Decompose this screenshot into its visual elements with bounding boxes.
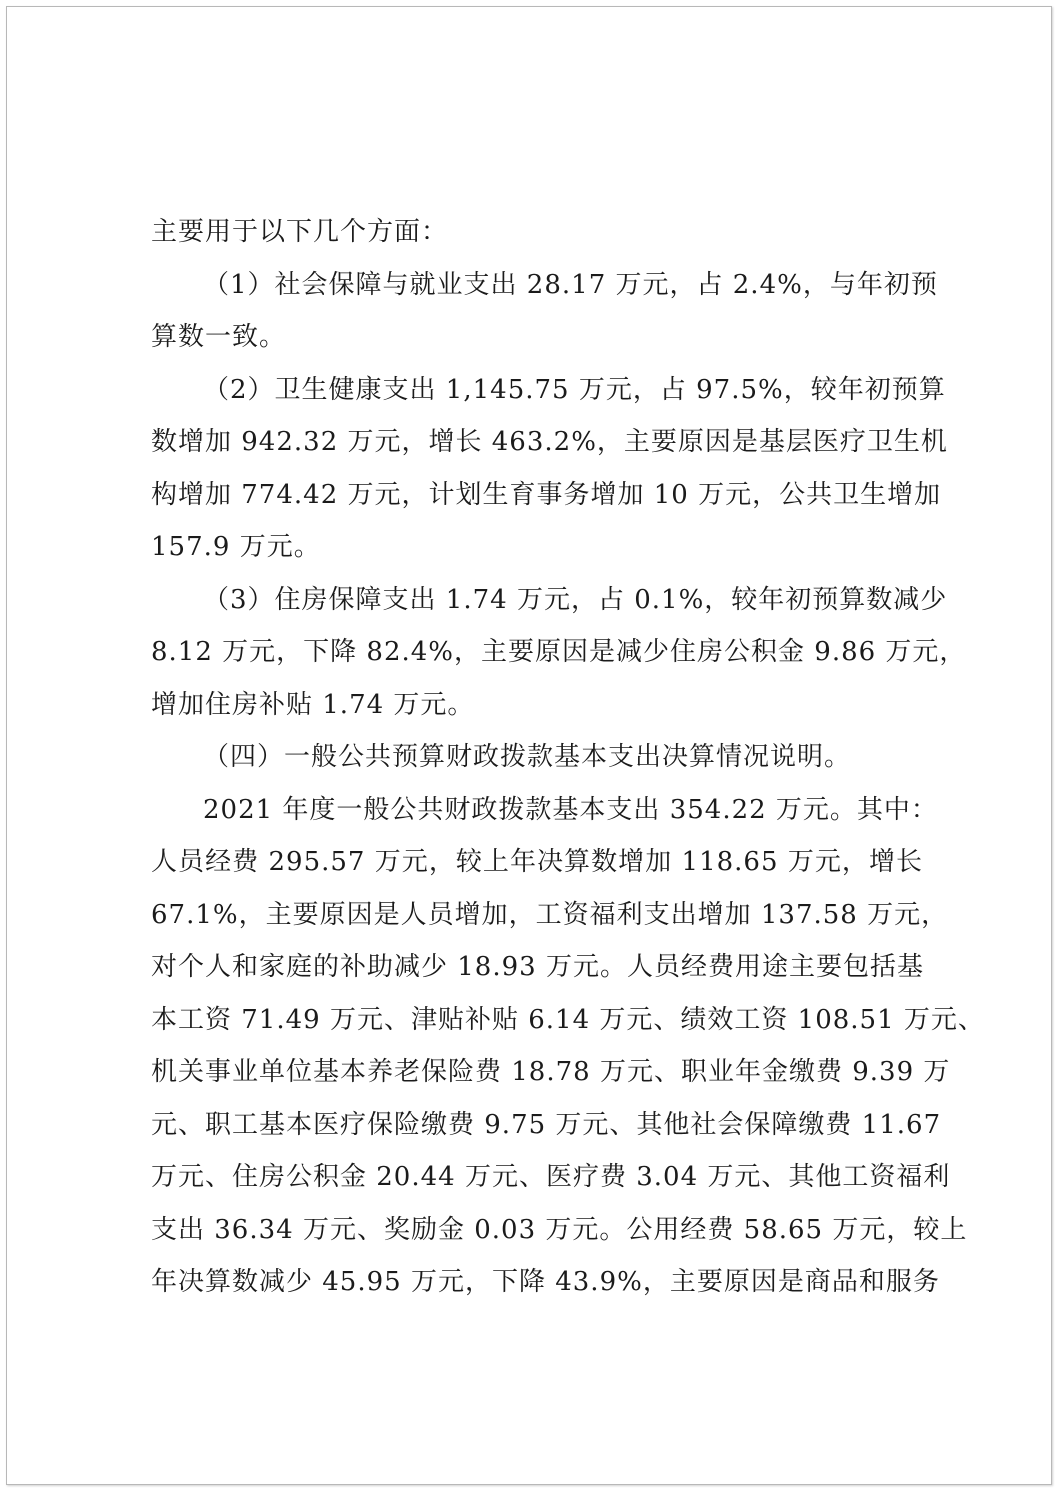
- text-line: 元、职工基本医疗保险缴费 9.75 万元、其他社会保障缴费 11.67: [151, 1110, 942, 1140]
- text-line: 67.1%，主要原因是人员增加，工资福利支出增加 137.58 万元，: [151, 900, 949, 930]
- text-line: 算数一致。: [151, 322, 287, 352]
- text-line: 主要用于以下几个方面：: [151, 217, 449, 247]
- text-line: 年决算数减少 45.95 万元，下降 43.9%，主要原因是商品和服务: [151, 1267, 940, 1297]
- text-line: 8.12 万元，下降 82.4%，主要原因是减少住房公积金 9.86 万元，: [151, 637, 967, 667]
- text-line: （2）卫生健康支出 1,145.75 万元，占 97.5%，较年初预算: [203, 375, 946, 405]
- text-line: 机关事业单位基本养老保险费 18.78 万元、职业年金缴费 9.39 万: [151, 1057, 951, 1087]
- text-line: 2021 年度一般公共财政拨款基本支出 354.22 万元。其中：: [203, 795, 938, 825]
- text-line: 构增加 774.42 万元，计划生育事务增加 10 万元，公共卫生增加: [151, 480, 942, 510]
- document-page: [6, 6, 1052, 1485]
- text-line: 数增加 942.32 万元，增长 463.2%，主要原因是基层医疗卫生机: [151, 427, 948, 457]
- text-line: 增加住房补贴 1.74 万元。: [151, 690, 475, 720]
- text-line: （3）住房保障支出 1.74 万元，占 0.1%，较年初预算数减少: [203, 585, 948, 615]
- text-line: （1）社会保障与就业支出 28.17 万元，占 2.4%，与年初预: [203, 270, 938, 300]
- text-line: 支出 36.34 万元、奖励金 0.03 万元。公用经费 58.65 万元，较上: [151, 1215, 968, 1245]
- text-line: 对个人和家庭的补助减少 18.93 万元。人员经费用途主要包括基: [151, 952, 924, 982]
- text-line: 本工资 71.49 万元、津贴补贴 6.14 万元、绩效工资 108.51 万元、: [151, 1005, 985, 1035]
- text-line: 万元、住房公积金 20.44 万元、医疗费 3.04 万元、其他工资福利: [151, 1162, 951, 1192]
- text-line: 人员经费 295.57 万元，较上年决算数增加 118.65 万元，增长: [151, 847, 923, 877]
- section-heading: （四）一般公共预算财政拨款基本支出决算情况说明。: [203, 742, 852, 772]
- text-line: 157.9 万元。: [151, 532, 321, 562]
